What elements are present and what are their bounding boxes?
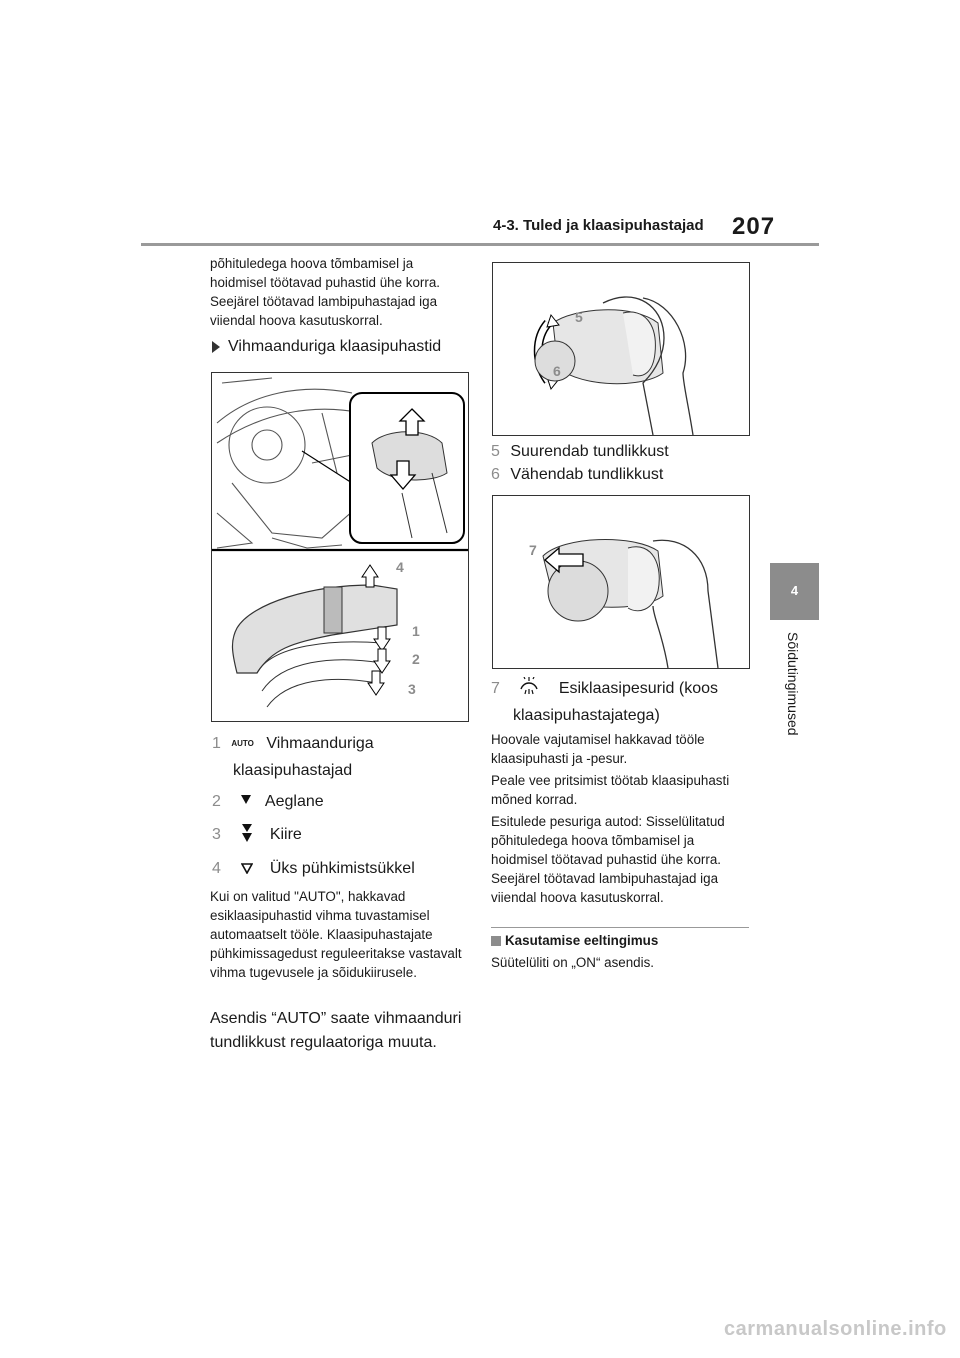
wiper-lever-illustration xyxy=(212,373,468,721)
precondition-text: Süütelüliti on „ON“ asendis. xyxy=(491,955,654,970)
washer-illustration xyxy=(493,496,749,668)
section-heading-text: Vihmaanduriga klaasipuhastid xyxy=(228,338,442,355)
item-number: 3 xyxy=(212,826,221,843)
item-text: Vähendab tundlikkust xyxy=(510,466,664,483)
figure-label-2: 2 xyxy=(412,651,420,667)
washer-figure xyxy=(492,495,750,669)
figure-label-3: 3 xyxy=(408,681,416,697)
auto-description: Kui on valitud "AUTO", hakkavad esiklaasipuhastid vihma tuvastamisel automaatselt tööle. Klaasipuhastajate pühkimissagedust reguleeritakse vastavalt vihma tugevusele ja sõidukiirusele. xyxy=(210,889,462,980)
item-text: Üks pühkimistsükkel xyxy=(269,860,415,877)
section-title: 4-3. Tuled ja klaasipuhastajad xyxy=(493,217,704,234)
figure-label-7: 7 xyxy=(529,542,537,558)
chapter-number: 4 xyxy=(790,583,799,598)
item-text: Vihmaanduriga xyxy=(266,735,374,752)
chapter-label: Sõidutingimused xyxy=(785,632,801,736)
list-item-1-cont: klaasipuhastajad xyxy=(233,762,353,779)
wiper-lever-figure xyxy=(211,372,469,722)
slow-wiper-icon xyxy=(241,795,251,804)
section-heading xyxy=(212,338,441,356)
item-text: Kiire xyxy=(269,826,302,843)
item-number: 6 xyxy=(491,466,500,483)
sensitivity-illustration xyxy=(493,263,749,435)
fast-wiper-icon xyxy=(241,823,253,851)
intro-paragraph: põhituledega hoova tõmbamisel ja hoidmisel töötavad puhastid ühe korra. Seejärel töötavad lambipuhastajad iga viiendal hoova kasutuskorral. xyxy=(210,256,441,328)
item-number: 1 xyxy=(212,735,221,752)
list-item-1 xyxy=(212,732,374,756)
figure-label-6: 6 xyxy=(553,363,561,379)
page-number: 207 xyxy=(732,213,776,240)
precondition-heading xyxy=(491,933,658,948)
washer-spray-text: Peale vee pritsimist töötab klaasipuhasti mõned korrad. xyxy=(491,773,730,807)
triangle-bullet-icon xyxy=(212,341,220,353)
precondition-heading-text: Kasutamise eeltingimus xyxy=(505,933,659,948)
washer-icon xyxy=(518,677,540,705)
item-number: 2 xyxy=(212,793,221,810)
list-item-7 xyxy=(491,677,718,705)
mist-wiper-icon xyxy=(241,858,253,882)
figure-label-5: 5 xyxy=(575,309,583,325)
item-text: Suurendab tundlikkust xyxy=(510,443,669,460)
item-number: 5 xyxy=(491,443,500,460)
figure-label-4: 4 xyxy=(396,559,404,575)
list-item-3 xyxy=(212,823,302,851)
header-rule xyxy=(141,243,819,246)
section-separator xyxy=(491,927,749,928)
list-item-5 xyxy=(491,440,669,464)
figure-label-1: 1 xyxy=(412,623,420,639)
list-item-2 xyxy=(212,790,324,814)
item-text: Aeglane xyxy=(264,793,324,810)
list-item-4 xyxy=(212,857,415,882)
sensitivity-figure xyxy=(492,262,750,436)
list-item-6 xyxy=(491,463,663,487)
auto-icon: AUTO xyxy=(231,739,254,748)
sensitivity-note: Asendis “AUTO” saate vihmaanduri tundlikkust regulaatoriga muuta. xyxy=(210,1010,462,1051)
headlamp-washer-text: Esitulede pesuriga autod: Sisselülitatud põhituledega hoova tõmbamisel ja hoidmisel töötavad puhastid ühe korra. Seejärel töötavad lambipuhastajad iga viiendal hoova kasutuskorral. xyxy=(491,814,725,905)
item-number: 4 xyxy=(212,860,221,877)
item-number: 7 xyxy=(491,680,500,697)
item-text: Esiklaasipesurid (koos xyxy=(558,680,718,697)
square-bullet-icon xyxy=(491,936,501,946)
list-item-7-cont: klaasipuhastajatega) xyxy=(513,707,660,724)
washer-press-text: Hoovale vajutamisel hakkavad tööle klaasipuhasti ja -pesur. xyxy=(491,732,705,766)
watermark: carmanualsonline.info xyxy=(724,1318,947,1340)
